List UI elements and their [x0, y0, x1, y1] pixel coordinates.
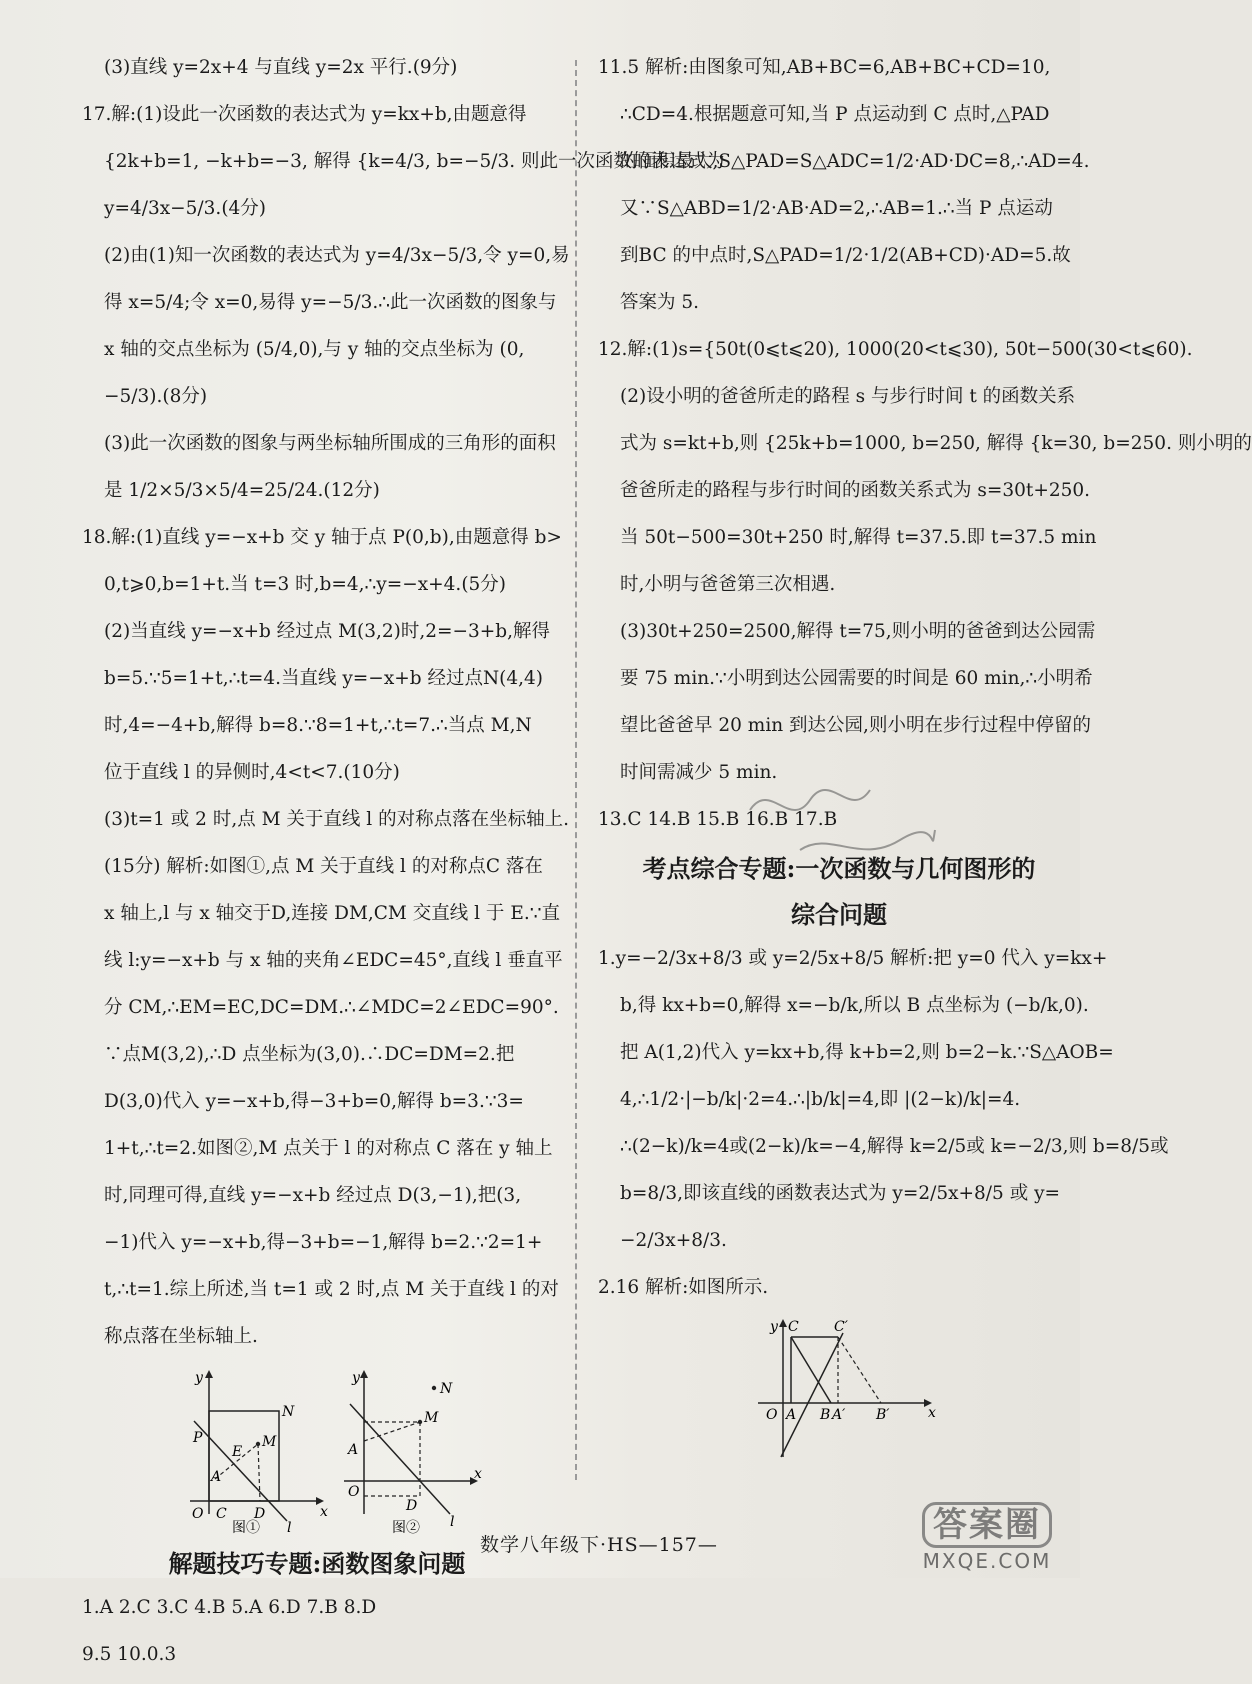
text-line: b=5.∵5=1+t,∴t=4.当直线 y=−x+b 经过点N(4,4): [104, 668, 544, 689]
answer-line: 1.A 2.C 3.C 4.B 5.A 6.D 7.B 8.D: [82, 1597, 377, 1618]
text-line: (3)t=1 或 2 时,点 M 关于直线 l 的对称点落在坐标轴上.: [104, 809, 569, 830]
text-line: 时,同理可得,直线 y=−x+b 经过点 D(3,−1),把(3,: [104, 1185, 522, 1206]
text-line: 0,t⩾0,b=1+t.当 t=3 时,b=4,∴y=−x+4.(5分): [104, 574, 507, 595]
text-line: 位于直线 l 的异侧时,4<t<7.(10分): [104, 762, 400, 783]
text-line: 要 75 min.∵小明到达公园需要的时间是 60 min,∴小明希: [620, 668, 1093, 689]
text-line: 1+t,∴t=2.如图②,M 点关于 l 的对称点 C 落在 y 轴上: [104, 1138, 553, 1159]
fig3-label: A: [786, 1407, 797, 1423]
text-line: y=4/3x−5/3.(4分): [104, 198, 267, 219]
text-line: 答案为 5.: [620, 292, 700, 313]
text-line: 线 l:y=−x+b 与 x 轴的夹角∠EDC=45°,直线 l 垂直平: [104, 950, 563, 971]
fig2-label: y: [352, 1370, 360, 1386]
watermark-mark: 答案圈: [922, 1502, 1052, 1548]
text-line: 4,∴1/2·|−b/k|·2=4.∴|b/k|=4,即 |(2−k)/k|=4.: [620, 1089, 1021, 1110]
fig2-label: x: [474, 1466, 482, 1482]
figure-1: [190, 1370, 328, 1536]
text-line: 18.解:(1)直线 y=−x+b 交 y 轴于点 P(0,b),由题意得 b>: [82, 527, 562, 548]
text-line: x 轴上,l 与 x 轴交于D,连接 DM,CM 交直线 l 于 E.∵直: [104, 903, 560, 924]
fig2-label: l: [450, 1514, 455, 1530]
fig3-label: C′: [834, 1319, 848, 1335]
section-title: 解题技巧专题:函数图象问题: [168, 1549, 466, 1578]
text-line: (15分) 解析:如图①,点 M 关于直线 l 的对称点C 落在: [104, 856, 543, 877]
text-line: ∴(2−k)/k=4或(2−k)/k=−4,解得 k=2/5或 k=−2/3,则 b=8/5或: [620, 1136, 1169, 1157]
text-line: 时间需减少 5 min.: [620, 762, 778, 783]
text-line: 又∵S△ABD=1/2·AB·AD=2,∴AB=1.∴当 P 点运动: [620, 198, 1053, 219]
text-line: ∴CD=4.根据题意可知,当 P 点运动到 C 点时,△PAD: [620, 104, 1050, 125]
text-line: 式为 s=kt+b,则 {25k+b=1000, b=250, 解得 {k=30, b=250. 则小明的: [620, 433, 1252, 454]
figure-2-16: [598, 1317, 1058, 1467]
text-line: b,得 kx+b=0,解得 x=−b/k,所以 B 点坐标为 (−b/k,0).: [620, 995, 1089, 1016]
fig3-label: C: [788, 1319, 799, 1335]
text-line: D(3,0)代入 y=−x+b,得−3+b=0,解得 b=3.∵3=: [104, 1091, 524, 1112]
watermark-url: MXQE.COM: [922, 1549, 1052, 1573]
text-line: 的面积最大,S△PAD=S△ADC=1/2·AD·DC=8,∴AD=4.: [620, 151, 1090, 172]
text-line: 12.解:(1)s={50t(0⩽t⩽20), 1000(20<t⩽30), 50t−500(30<t⩽60).: [598, 339, 1193, 360]
text-line: 当 50t−500=30t+250 时,解得 t=37.5.即 t=37.5 min: [620, 527, 1097, 548]
fig3-label: B: [820, 1407, 831, 1423]
figures-18: [82, 1366, 542, 1536]
text-line: (3)此一次函数的图象与两坐标轴所围成的三角形的面积: [104, 433, 556, 454]
fig2-caption: 图②: [392, 1520, 420, 1536]
text-line: 1.y=−2/3x+8/3 或 y=2/5x+8/5 解析:把 y=0 代入 y=kx+: [598, 948, 1108, 969]
text-line: (3)直线 y=2x+4 与直线 y=2x 平行.(9分): [104, 57, 458, 78]
fig2-label: O: [348, 1484, 360, 1500]
text-line: b=8/3,即该直线的函数表达式为 y=2/5x+8/5 或 y=: [620, 1183, 1061, 1204]
text-line: −2/3x+8/3.: [620, 1230, 727, 1251]
text-line: 分 CM,∴EM=EC,DC=DM.∴∠MDC=2∠EDC=90°.: [104, 997, 559, 1018]
text-line: 11.5 解析:由图象可知,AB+BC=6,AB+BC+CD=10,: [598, 57, 1051, 78]
right-column: [598, 50, 1252, 1475]
fig1-label: M: [262, 1434, 277, 1450]
fig1-label: y: [195, 1370, 203, 1386]
page-footer: 数学八年级下·HS—157—: [480, 1534, 718, 1556]
fig1-label: l: [287, 1520, 292, 1536]
watermark-logo-icon: [902, 1502, 1072, 1572]
fig1-label: E: [232, 1444, 243, 1460]
fig1-label: P: [193, 1430, 203, 1446]
fig3-label: x: [928, 1405, 936, 1421]
fig1-label: A: [211, 1469, 222, 1485]
text-line: 时,小明与爸爸第三次相遇.: [620, 574, 836, 595]
fig3-label: y: [770, 1319, 778, 1335]
fig2-label: A: [348, 1442, 359, 1458]
fig2-label: M: [424, 1410, 439, 1426]
text-line: 望比爸爸早 20 min 到达公园,则小明在步行过程中停留的: [620, 715, 1091, 736]
section-title: 综合问题: [791, 900, 887, 929]
text-line: 得 x=5/4;令 x=0,易得 y=−5/3.∴此一次函数的图象与: [104, 292, 557, 313]
text-line: −1)代入 y=−x+b,得−3+b=−1,解得 b=2.∵2=1+: [104, 1232, 543, 1253]
text-line: −5/3).(8分): [104, 386, 208, 407]
section-title: 考点综合专题:一次函数与几何图形的: [642, 854, 1036, 883]
fig3-label: B′: [876, 1407, 890, 1423]
text-line: t,∴t=1.综上所述,当 t=1 或 2 时,点 M 关于直线 l 的对: [104, 1279, 559, 1300]
fig3-label: A′: [832, 1407, 846, 1423]
column-divider: [575, 60, 577, 1480]
fig1-label: C: [216, 1506, 227, 1522]
fig2-label: D: [406, 1498, 418, 1514]
fig1-label: N: [282, 1404, 295, 1420]
text-line: (2)设小明的爸爸所走的路程 s 与步行时间 t 的函数关系: [620, 386, 1076, 407]
text-line: 是 1/2×5/3×5/4=25/24.(12分): [104, 480, 380, 501]
text-line: (2)由(1)知一次函数的表达式为 y=4/3x−5/3,令 y=0,易: [104, 245, 570, 266]
fig1-label: x: [320, 1504, 328, 1520]
answer-line: 9.5 10.0.3: [82, 1644, 177, 1665]
text-line: 把 A(1,2)代入 y=kx+b,得 k+b=2,则 b=2−k.∵S△AOB=: [620, 1042, 1114, 1063]
fig1-label: D: [254, 1506, 266, 1522]
text-line: ∵点M(3,2),∴D 点坐标为(3,0).∴DC=DM=2.把: [104, 1044, 515, 1065]
text-line: 称点落在坐标轴上.: [104, 1326, 258, 1347]
fig3-label: O: [766, 1407, 778, 1423]
figure-2: [344, 1370, 482, 1536]
text-line: 时,4=−4+b,解得 b=8.∵8=1+t,∴t=7.∴当点 M,N: [104, 715, 532, 736]
fig1-caption: 图①: [232, 1520, 260, 1536]
text-line: 17.解:(1)设此一次函数的表达式为 y=kx+b,由题意得: [82, 104, 527, 125]
text-line: 爸爸所走的路程与步行时间的函数关系式为 s=30t+250.: [620, 480, 1091, 501]
text-line: 2.16 解析:如图所示.: [598, 1277, 769, 1298]
text-line: 到BC 的中点时,S△PAD=1/2·1/2(AB+CD)·AD=5.故: [620, 245, 1071, 266]
fig1-label: O: [192, 1506, 204, 1522]
text-line: (2)当直线 y=−x+b 经过点 M(3,2)时,2=−3+b,解得: [104, 621, 551, 642]
text-line: {2k+b=1, −k+b=−3, 解得 {k=4/3, b=−5/3. 则此一次函数的表达式为: [104, 151, 725, 172]
text-line: (3)30t+250=2500,解得 t=75,则小明的爸爸到达公园需: [620, 621, 1096, 642]
pencil-scribble-icon: [740, 770, 940, 880]
fig2-label: N: [440, 1381, 453, 1397]
text-line: x 轴的交点坐标为 (5/4,0),与 y 轴的交点坐标为 (0,: [104, 339, 525, 360]
answer-line: 13.C 14.B 15.B 16.B 17.B: [598, 809, 838, 830]
